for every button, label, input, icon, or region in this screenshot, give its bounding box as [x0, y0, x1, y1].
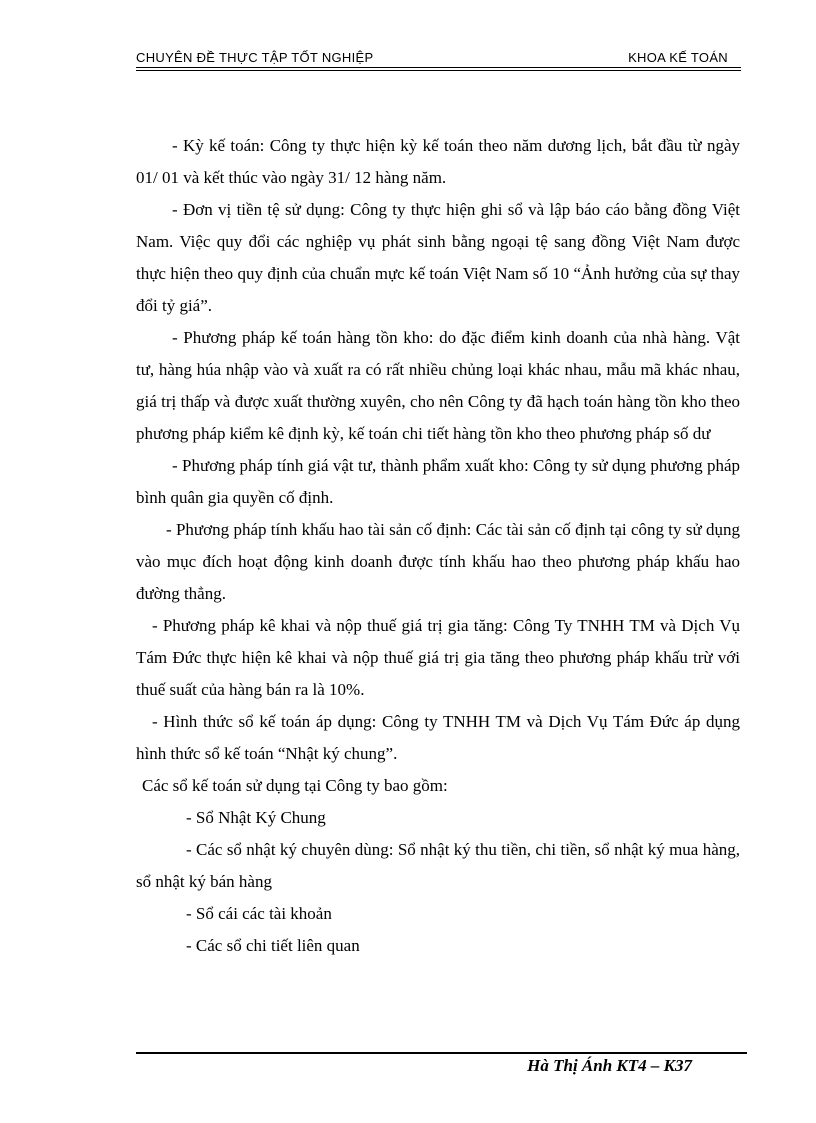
page-header [136, 50, 740, 68]
list-item-special-journals: - Các sổ nhật ký chuyên dùng: Sổ nhật ký thu tiền, chi tiền, sổ nhật ký mua hàng, sổ nhật ký bán hàng [136, 840, 740, 891]
footer-rule [136, 1052, 747, 1054]
paragraph-materials-pricing: - Phương pháp tính giá vật tư, thành phẩm xuất kho: Công ty sử dụng phương pháp bình quân gia quyền cố định. [136, 456, 740, 507]
paragraph-currency-unit: - Đơn vị tiền tệ sử dụng: Công ty thực hiện ghi sổ và lập báo cáo bằng đồng Việt Nam. Việc quy đổi các nghiệp vụ phát sinh bằng ngoại tệ sang đồng Việt Nam được thực hiện theo quy định của chuẩn mực kế toán Việt Nam số 10 “Ảnh hưởng của sự thay đổi tỷ giá”. [136, 200, 740, 315]
list-item-general-journal: - Sổ Nhật Ký Chung [186, 808, 326, 827]
list-item-ledger: - Sổ cái các tài khoản [186, 904, 332, 923]
paragraph-depreciation-method: - Phương pháp tính khấu hao tài sản cố định: Các tài sản cố định tại công ty sử dụng vào mục đích hoạt động kinh doanh được tính khấu hao theo phương pháp khấu hao đường thẳng. [136, 520, 740, 603]
paragraph-books-intro: Các sổ kế toán sử dụng tại Công ty bao gồm: [142, 776, 448, 795]
header-right-title: KHOA KẾ TOÁN [628, 50, 728, 65]
paragraph-vat-method: - Phương pháp kê khai và nộp thuế giá trị gia tăng: Công Ty TNHH TM và Dịch Vụ Tám Đức thực hiện kê khai và nộp thuế giá trị gia tăng theo phương pháp khấu trừ với thuế suất của hàng bán ra là 10%. [136, 616, 740, 699]
footer-author: Hà Thị Ánh KT4 – K37 [527, 1056, 692, 1075]
paragraph-bookkeeping-form: - Hình thức sổ kế toán áp dụng: Công ty TNHH TM và Dịch Vụ Tám Đức áp dụng hình thức sổ kế toán “Nhật ký chung”. [136, 712, 740, 763]
list-item-detail-books: - Các sổ chi tiết liên quan [186, 936, 360, 955]
header-left-title: CHUYÊN ĐỀ THỰC TẬP TỐT NGHIỆP [136, 50, 374, 65]
paragraph-inventory-method: - Phương pháp kế toán hàng tồn kho: do đặc điểm kinh doanh của nhà hàng. Vật tư, hàng húa nhập vào và xuất ra có rất nhiều chủng loại khác nhau, mẫu mã khác nhau, giá trị thấp và được xuất thường xuyên, cho nên Công ty đã hạch toán hàng tồn kho theo phương pháp kiểm kê định kỳ, kế toán chi tiết hàng tồn kho theo phương pháp số dư [136, 328, 740, 443]
header-rule-thin [136, 70, 741, 71]
document-body [136, 130, 740, 962]
header-rule-thick [136, 67, 741, 68]
paragraph-accounting-period: - Kỳ kế toán: Công ty thực hiện kỳ kế toán theo năm dương lịch, bắt đầu từ ngày 01/ 01 và kết thúc vào ngày 31/ 12 hàng năm. [136, 136, 740, 187]
